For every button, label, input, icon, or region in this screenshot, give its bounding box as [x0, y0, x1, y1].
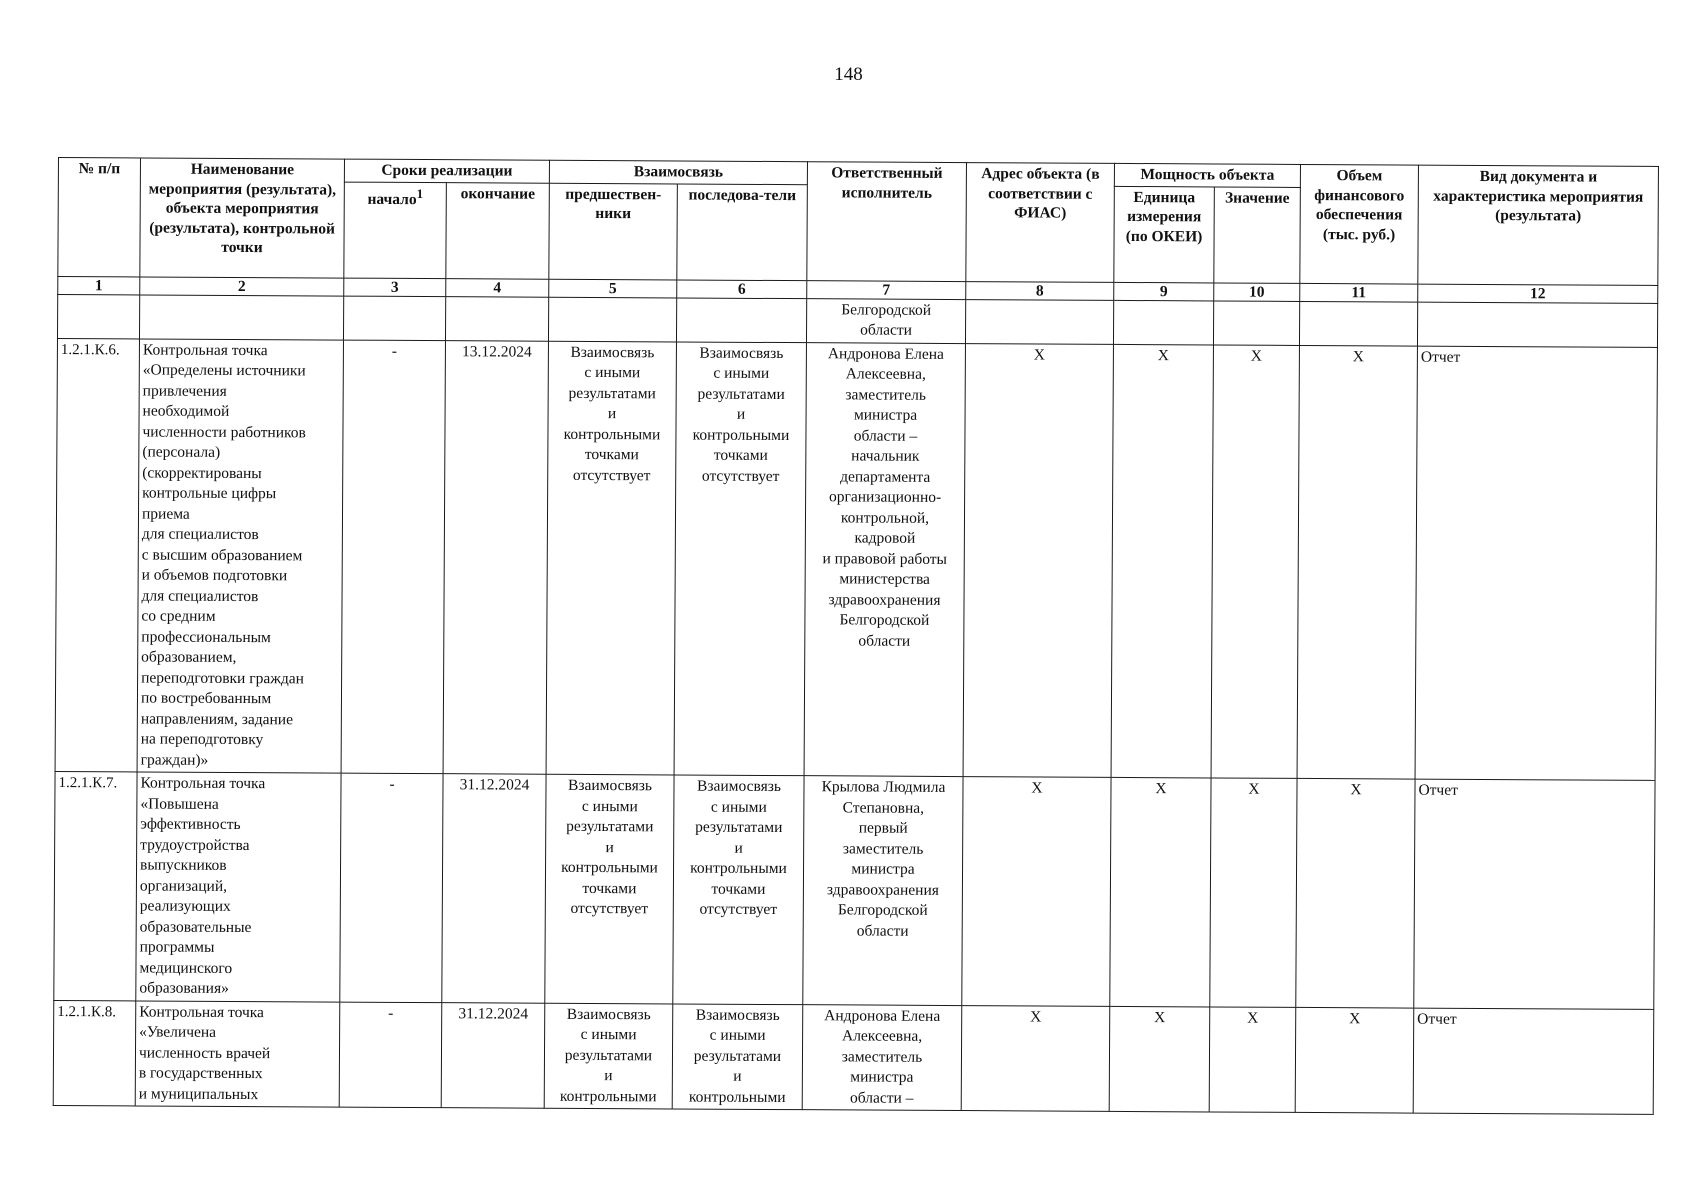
row-finance: Х: [1295, 1007, 1414, 1113]
row-document: Отчет: [1414, 779, 1655, 1009]
page-number: 148: [834, 64, 863, 85]
col-num: 11: [1300, 283, 1418, 302]
header-end: окончание: [446, 182, 550, 279]
row-end: 31.12.2024: [441, 1002, 545, 1108]
row-name: Контрольная точка «Повышена эффективность трудоустройства выпускников организаций, реализующих образовательные программы медицинского образования»: [136, 772, 341, 1002]
header-link: Взаимосвязь: [549, 160, 807, 184]
row-value: Х: [1211, 344, 1299, 778]
header-num: № п/п: [58, 158, 141, 277]
row-number: 1.2.1.К.8.: [53, 1000, 136, 1106]
row-unit: Х: [1109, 1006, 1210, 1112]
row-unit: Х: [1111, 344, 1213, 778]
header-row-1: [58, 158, 1658, 189]
row-document: Отчет: [1415, 346, 1657, 781]
col-num: 6: [677, 279, 807, 298]
col-num: 9: [1114, 282, 1214, 301]
row-address: Х: [961, 1005, 1110, 1111]
row-end: 13.12.2024: [443, 340, 548, 774]
header-value: Значение: [1214, 186, 1301, 282]
row-responsible: Андронова Елена Алексеевна, заместитель министра области –: [802, 1004, 962, 1110]
row-unit: Х: [1110, 777, 1211, 1006]
col-num: 4: [446, 278, 549, 297]
col-num: 7: [807, 280, 966, 299]
row-address: Х: [962, 777, 1111, 1006]
header-capacity: Мощность объекта: [1114, 163, 1300, 187]
row-responsible: Крылова Людмила Степановна, первый заместитель министра здравоохранения Белгородской области: [803, 776, 963, 1005]
table-row: [54, 771, 1655, 1008]
header-resp: Ответственный исполнитель: [807, 162, 967, 281]
header-unit: Единица измерения (по ОКЕИ): [1114, 186, 1215, 283]
row-successors: Взаимосвязь с иными результатами и контрольными: [672, 1003, 803, 1109]
header-finance: Объем финансового обеспечения (тыс. руб.): [1300, 164, 1419, 283]
col-num: 5: [549, 279, 677, 298]
row-predecessors: Взаимосвязь с иными результатами и контрольными точками отсутствует: [546, 341, 676, 775]
row-responsible: Андронова Елена Алексеевна, заместитель министра области – начальник департамента организационно- контрольной, кадровой и правовой работы министерства здравоохранения Белгородской области: [804, 342, 965, 776]
header-pred: предшествен-ники: [549, 183, 678, 280]
header-doc: Вид документа и характеристика мероприятия (результата): [1418, 165, 1659, 285]
row-successors: Взаимосвязь с иными результатами и контрольными точками отсутствует: [674, 341, 806, 775]
header-terms: Сроки реализации: [344, 159, 549, 183]
header-start: [344, 182, 447, 279]
row-value: Х: [1209, 1006, 1296, 1112]
table-row: [55, 338, 1657, 780]
row-predecessors: Взаимосвязь с иными результатами и контрольными точками отсутствует: [545, 774, 674, 1003]
row-finance: Х: [1297, 345, 1417, 779]
row-number: 1.2.1.К.7.: [54, 771, 137, 1000]
col-num: 1: [58, 276, 140, 294]
col-num: 10: [1214, 282, 1300, 300]
header-address: Адрес объекта (в соответствии с ФИАС): [966, 163, 1115, 282]
header-start-footnote: 1: [416, 185, 424, 201]
row-start: -: [340, 773, 443, 1002]
table-row: [53, 1000, 1654, 1114]
header-start-label: начало: [367, 190, 417, 208]
row-number: 1.2.1.К.6.: [55, 338, 139, 772]
col-num: 2: [140, 276, 344, 295]
col-num: 12: [1418, 284, 1658, 303]
row-successors: Взаимосвязь с иными результатами и контрольными точками отсутствует: [673, 775, 804, 1004]
plan-table: [53, 157, 1659, 1115]
header-succ: последова-тели: [677, 183, 808, 280]
row-finance: Х: [1296, 778, 1415, 1007]
row-start: -: [341, 340, 445, 774]
row-end: 31.12.2024: [442, 774, 546, 1003]
col-num: 8: [966, 281, 1114, 300]
header-name: Наименование мероприятия (результата), объекта мероприятия (результата), контрольной точки: [140, 158, 345, 278]
row-start: -: [339, 1002, 442, 1108]
row-name: Контрольная точка «Увеличена численность врачей в государственных и муниципальных: [135, 1000, 340, 1107]
row-predecessors: Взаимосвязь с иными результатами и контрольными: [544, 1003, 673, 1109]
row-name: Контрольная точка «Определены источники привлечения необходимой численности работников (персонала) (скорректированы контрольные цифры приема для специалистов с высшим образованием и объемов подготовки для специалистов со средним профессиональным образованием, переподготовки граждан по востребованным направлениям, задание на переподготовку граждан)»: [137, 338, 343, 773]
col-num: 3: [344, 278, 446, 297]
row-document: Отчет: [1413, 1008, 1654, 1115]
row-value: Х: [1210, 778, 1297, 1007]
continuation-resp: Белгородской области: [806, 298, 965, 343]
row-address: Х: [963, 343, 1113, 777]
